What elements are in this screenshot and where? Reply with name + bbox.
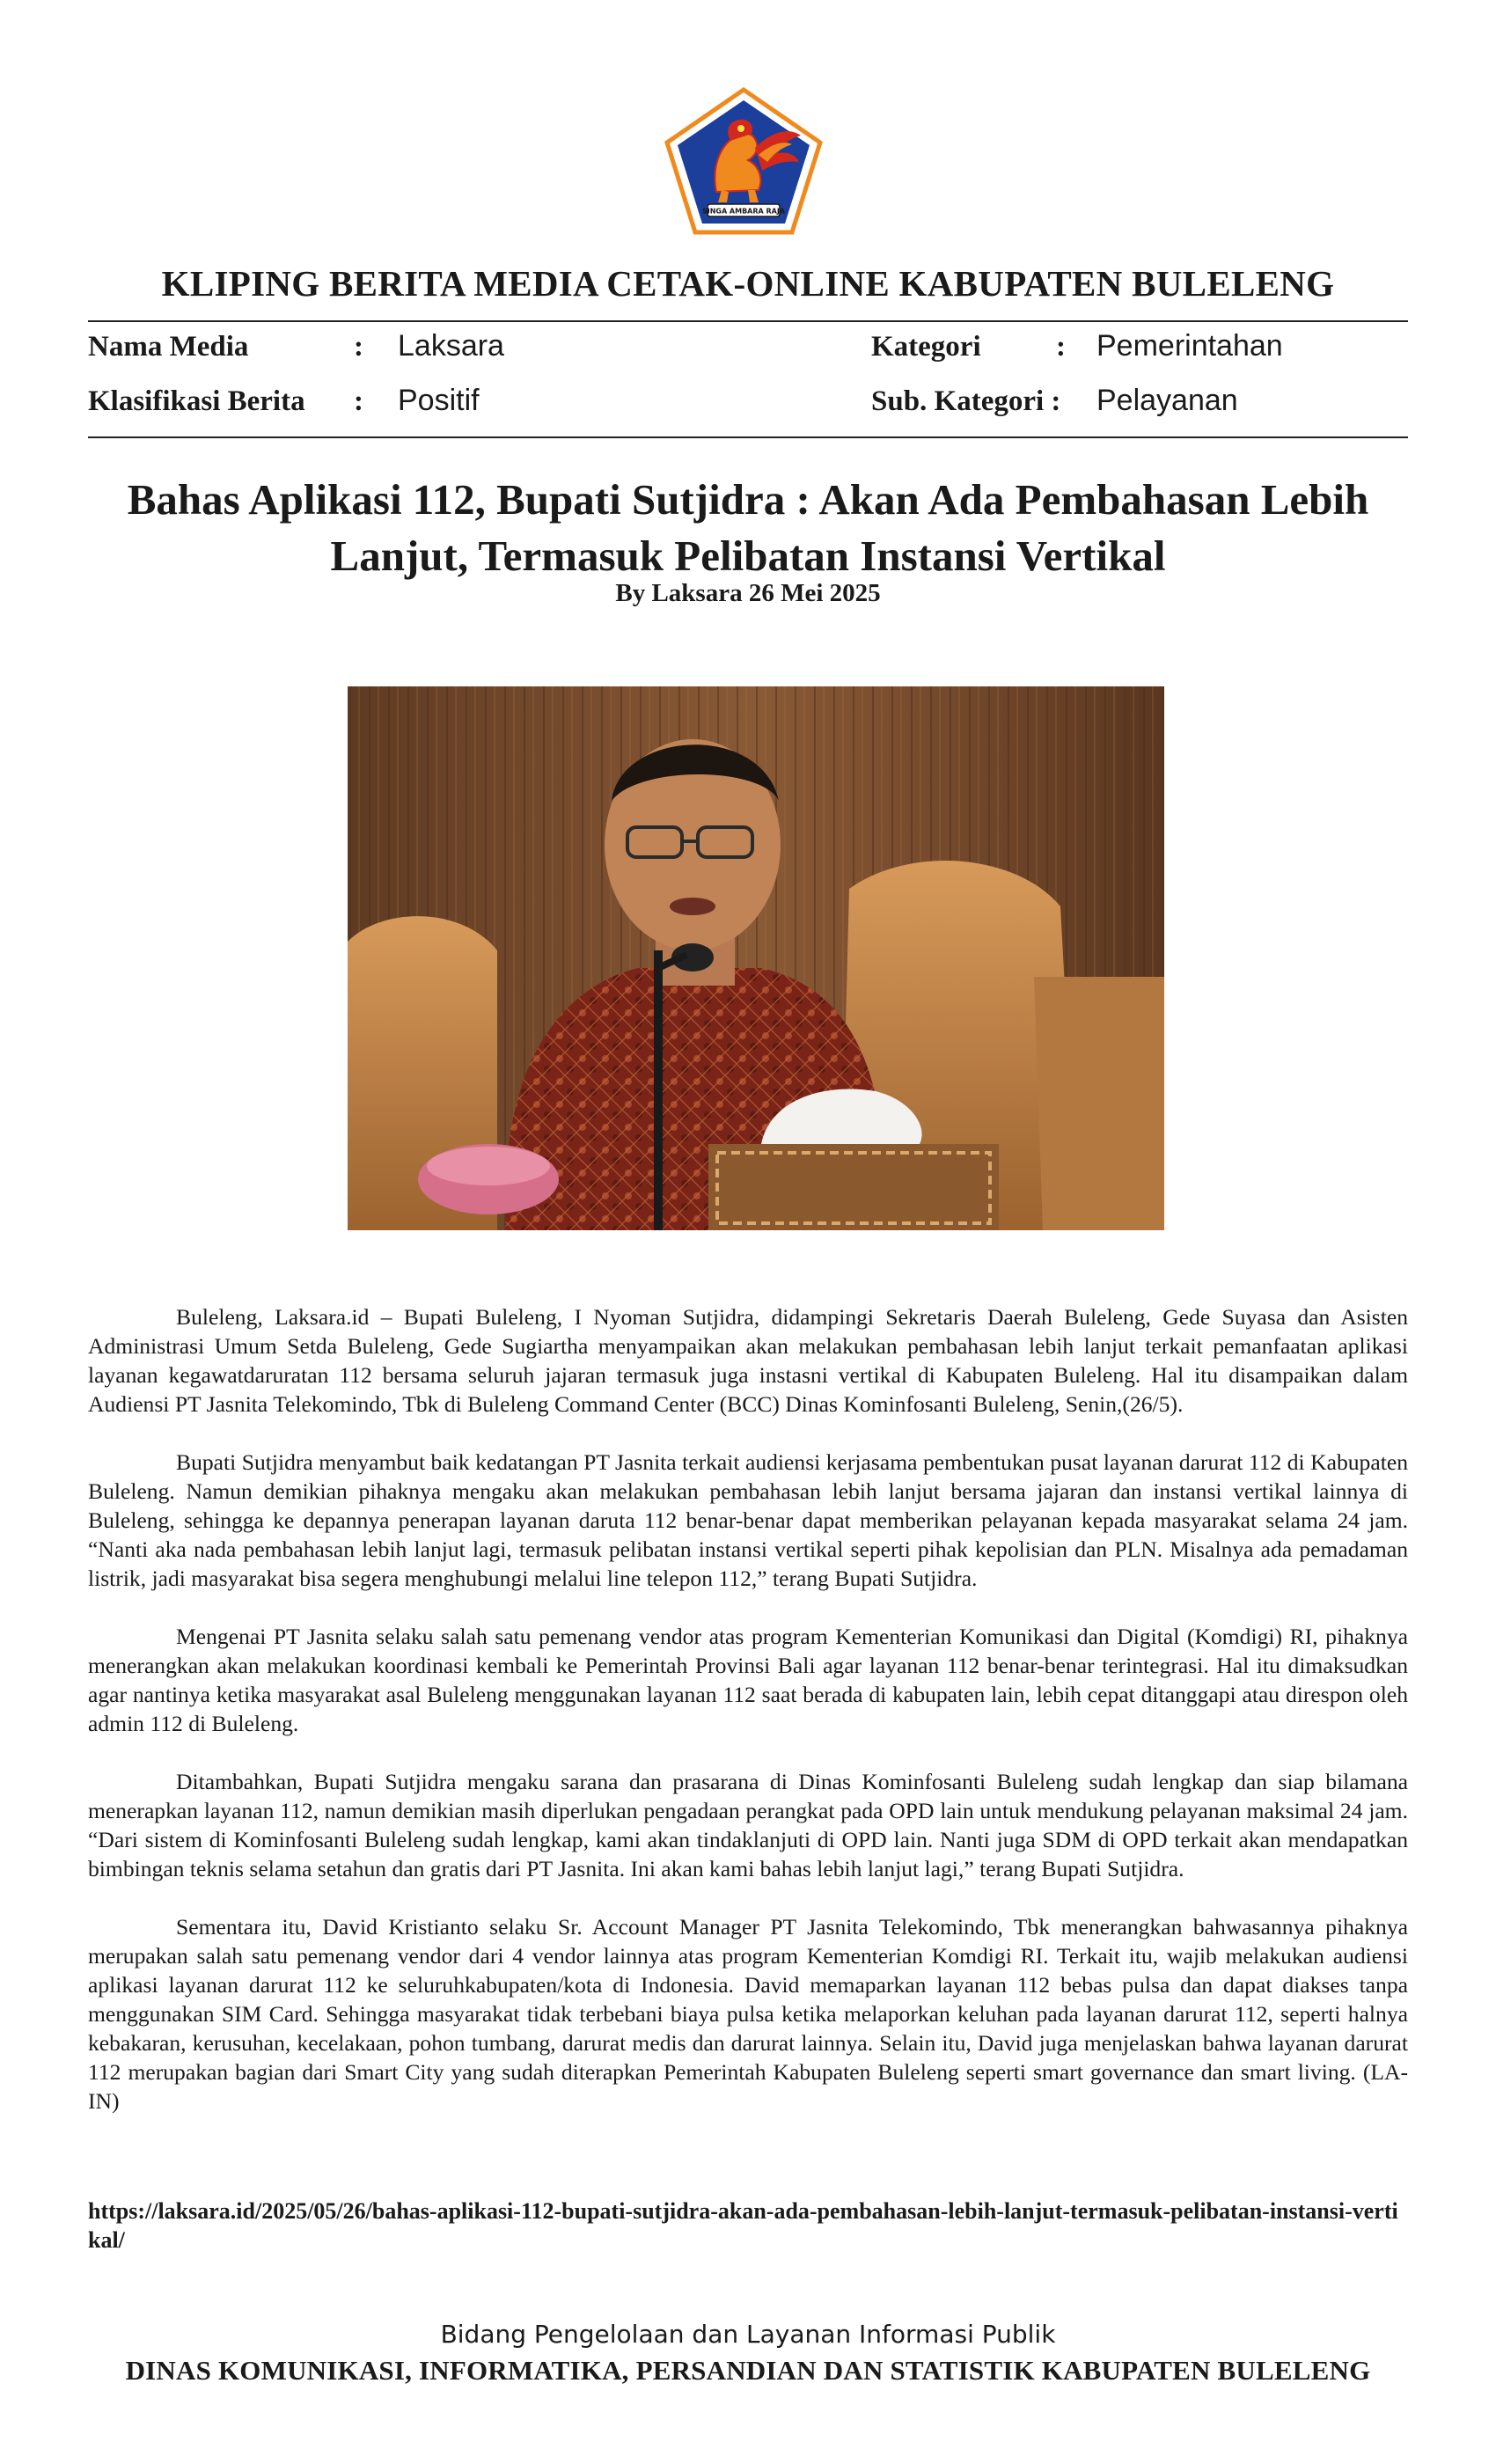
article-byline: By Laksara 26 Mei 2025 (615, 579, 881, 607)
buleleng-crest-logo (664, 86, 824, 236)
logo-banner-text: SINGA AMBARA RAJA (701, 207, 786, 216)
article-title-line1: Bahas Aplikasi 112, Bupati Sutjidra : Akan Ada Pembahasan Lebih (127, 475, 1369, 524)
kategori-label: Kategori (871, 331, 981, 363)
article-body (88, 1302, 1408, 2145)
subkategori-label: Sub. Kategori : (871, 385, 1061, 417)
header-divider-top (88, 320, 1408, 322)
footer-division: Bidang Pengelolaan dan Layanan Informasi Publik (440, 2320, 1056, 2349)
kategori-colon: : (1056, 331, 1066, 363)
klasifikasi-label: Klasifikasi Berita (88, 385, 305, 417)
article-title-line2: Lanjut, Termasuk Pelibatan Instansi Vertikal (330, 532, 1166, 580)
footer-agency: DINAS KOMUNIKASI, INFORMATIKA, PERSANDIAN DAN STATISTIK KABUPATEN BULELENG (125, 2355, 1371, 2386)
media-colon: : (354, 331, 363, 363)
klasifikasi-colon: : (354, 385, 363, 417)
subkategori-value: Pelayanan (1096, 384, 1238, 417)
article-paragraph-2: Bupati Sutjidra menyambut baik kedatangan PT Jasnita terkait audiensi kerjasama pembentukan pusat layanan darurat 112 di Kabupaten Buleleng. Namun demikian pihaknya mengaku akan melakukan pembahasan lebih lanjut bersama jajaran dan instansi vertikal lainnya di Buleleng, sehingga ke depannya penerapan layanan daruta 112 benar-benar dapat memberikan pelayanan kepada masyarakat selama 24 jam. “Nanti aka nada pembahasan lebih lanjut lagi, termasuk pelibatan instansi vertikal seperti pihak kepolisian dan PLN. Misalnya ada pemadaman listrik, jadi masyarakat bisa segera menghubungi melalui line telepon 112,” terang Bupati Sutjidra. (88, 1449, 1408, 1591)
article-photo (348, 686, 1164, 1230)
klasifikasi-value: Positif (398, 384, 480, 417)
article-paragraph-5: Sementara itu, David Kristianto selaku Sr. Account Manager PT Jasnita Telekomindo, Tbk menerangkan bahwasannya pihaknya merupakan salah satu pemenang vendor dari 4 vendor lainnya atas program Kementerian Komdigi RI. Terkait itu, wajib melakukan audiensi aplikasi layanan darurat 112 ke seluruhkabupaten/kota di Indonesia. David memaparkan layanan 112 bebas pulsa dan dapat diakses tanpa menggunakan SIM Card. Sehingga masyarakat tidak terbebani biaya pulsa ketika melaporkan keluhan pada layanan darurat 112, seperti halnya kebakaran, kerusuhan, kecelakaan, pohon tumbang, darurat medis dan darurat lainnya. Selain itu, David juga menjelaskan bahwa layanan darurat 112 merupakan bagian dari Smart City yang sudah diterapkan Pemerintah Kabupaten Buleleng seperti smart governance dan smart living. (LA-IN) (88, 1914, 1408, 2114)
header-divider-bottom (88, 436, 1408, 438)
kategori-value: Pemerintahan (1096, 329, 1283, 363)
article-paragraph-1: Buleleng, Laksara.id – Bupati Buleleng, I Nyoman Sutjidra, didampingi Sekretaris Daerah Buleleng, Gede Suyasa dan Asisten Administrasi Umum Setda Buleleng, Gede Sugiartha menyampaikan akan melakukan pembahasan lebih lanjut terkait pemanfaatan aplikasi layanan kegawatdaruratan 112 bersama seluruh jajaran termasuk juga instasni vertikal di Kabupaten Buleleng. Hal itu disampaikan dalam Audiensi PT Jasnita Telekomindo, Tbk di Buleleng Command Center (BCC) Dinas Kominfosanti Buleleng, Senin,(26/5). (88, 1304, 1408, 1417)
media-value: Laksara (398, 329, 504, 363)
media-label: Nama Media (88, 331, 249, 363)
document-header-title: KLIPING BERITA MEDIA CETAK-ONLINE KABUPATEN BULELENG (161, 263, 1335, 304)
article-title (88, 472, 1408, 584)
source-url-link[interactable]: https://laksara.id/2025/05/26/bahas-aplikasi-112-bupati-sutjidra-akan-ada-pembahasan-lebih-lanjut-termasuk-pelibatan-instansi-vertikal/ (88, 2198, 1398, 2253)
article-paragraph-3: Mengenai PT Jasnita selaku salah satu pemenang vendor atas program Kementerian Komunikasi dan Digital (Komdigi) RI, pihaknya menerangkan akan melakukan koordinasi kembali ke Pemerintah Provinsi Bali agar layanan 112 benar-benar terintegrasi. Hal itu dimaksudkan agar nantinya ketika masyarakat asal Buleleng menggunakan layanan 112 saat berada di kabupaten lain, lebih cepat ditanggapi atau direspon oleh admin 112 di Buleleng. (88, 1624, 1408, 1736)
article-paragraph-4: Ditambahkan, Bupati Sutjidra mengaku sarana dan prasarana di Dinas Kominfosanti Buleleng sudah lengkap dan siap bilamana menerapkan layanan 112, namun demikian masih diperlukan pengadaan perangkat pada OPD lain untuk mendukung pelayanan maksimal 24 jam. “Dari sistem di Kominfosanti Buleleng sudah lengkap, kami akan tindaklanjuti di OPD lain. Nanti juga SDM di OPD terkait akan mendapatkan bimbingan teknis selama setahun dan gratis dari PT Jasnita. Ini akan kami bahas lebih lanjut lagi,” terang Bupati Sutjidra. (88, 1769, 1408, 1881)
